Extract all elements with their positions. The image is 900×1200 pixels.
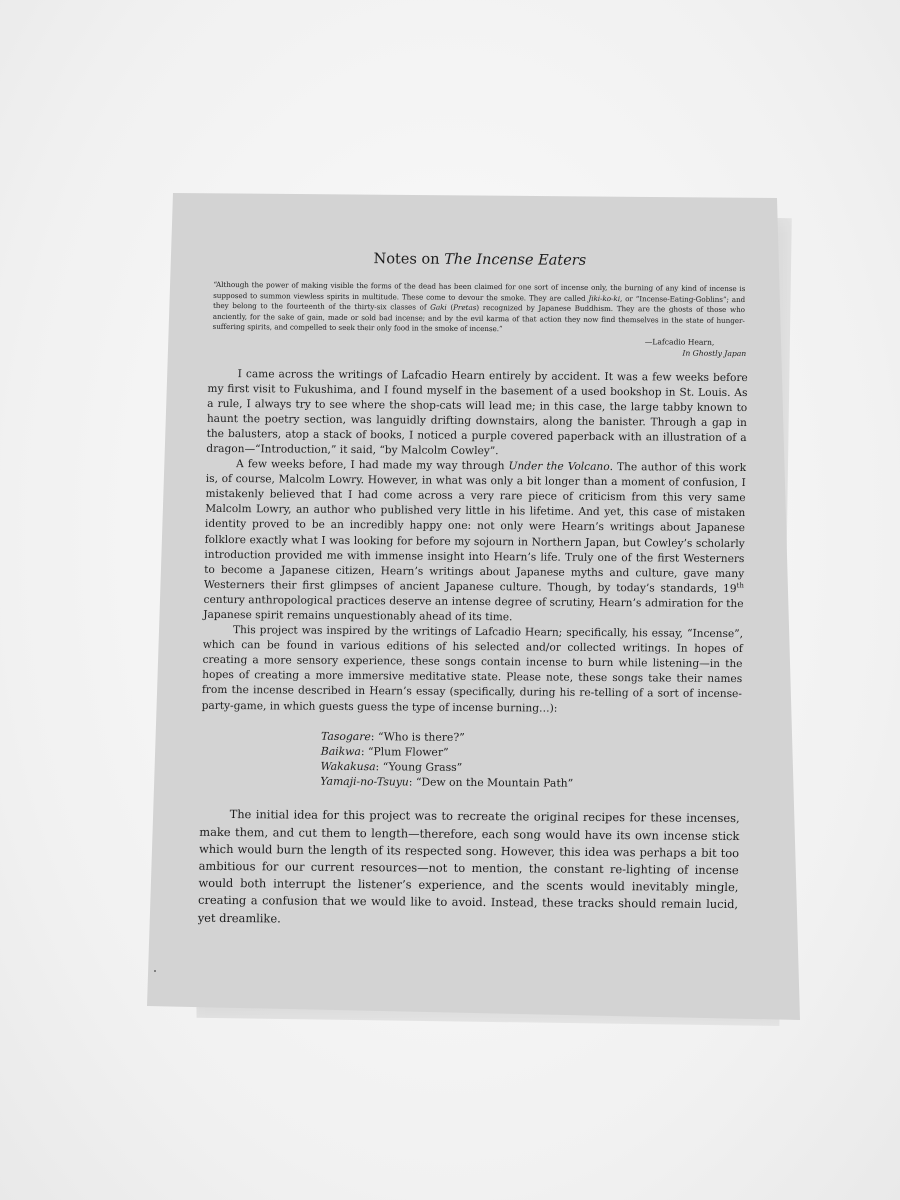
epigraph-quote <box>212 280 745 337</box>
p2-book-title: Under the Volcano <box>508 460 610 474</box>
epigraph-pretas: Pretas <box>453 302 477 312</box>
epigraph-gaki: Gaki <box>430 302 447 312</box>
epigraph-jiki-ko-ki: Jiki-ko-ki <box>588 293 621 303</box>
incense-meaning: : “Plum Flower” <box>360 744 449 759</box>
title-prefix: Notes on <box>373 251 440 268</box>
incense-list <box>320 728 741 792</box>
title-italic: The Incense Eaters <box>444 251 587 269</box>
paragraph-3: This project was inspired by the writings of Lafcadio Hearn; specifically, his essay, “Incense”, which can be found in various editions of his selected and/or collected writings. In hopes of creating a more sensory experience, these songs contain incense to burn while listening—in the hopes of creating a more immersive meditative state. Please note, these songs take their names from the incense described in Hearn’s essay (specifically, during his re-telling of a sort of incense-party-game, in which guests guess the type of incense burning…): <box>201 624 744 715</box>
body-upper <box>202 366 748 717</box>
page-title <box>210 250 750 270</box>
paper-speck <box>154 970 156 972</box>
p2-text-c: century anthropological practices deserve an intense degree of scrutiny, Hearn’s admiration for the Japanese spirit remains unquestionably ahead of its time. <box>203 593 744 624</box>
list-item <box>320 774 740 793</box>
incense-meaning: : “Who is there?” <box>370 729 465 744</box>
paragraph-2 <box>203 457 746 627</box>
epigraph-text-3: ) recognized by Japanese Buddhism. They are the ghosts of those who anciently, for the sake of gain, made or sold bad incense; and by the evil karma of that action they now find themselves in the state of hunger-suffering spirits, and compelled to seek their only food in the smoke of incense.” <box>212 302 746 334</box>
incense-name: Tasogare <box>320 729 371 743</box>
incense-meaning: : “Dew on the Mountain Path” <box>408 775 574 791</box>
incense-name: Baikwa <box>320 744 361 758</box>
incense-name: Wakakusa <box>320 759 376 774</box>
incense-meaning: : “Young Grass” <box>375 760 463 774</box>
paragraph-4: The initial idea for this project was to recreate the original recipes for these incenses, make them, and cut them to length—therefore, each song would have its own incense stick which would burn the length of its respected song. However, this idea was perhaps a bit too ambitious for our current resources—not to mention, the constant re-lighting of incense would both interrupt the listener’s experience, and the scents would inevitably mingle, creating a confusion that we would like to avoid. Instead, these tracks should remain lucid, yet dreamlike. <box>197 807 740 926</box>
p2-superscript: th <box>736 581 744 590</box>
body-lower <box>198 806 740 931</box>
epigraph-text-2: , or “Incense-Eating-Goblins”; and they belong to the fourteenth of the thirty-six classes of <box>212 293 746 312</box>
epigraph-text-1: “Although the power of making visible the forms of the dead has been claimed for one sort of incense only, the burning of any kind of incense is supposed to summon viewless spirits in multitude. These come to devour the smoke. They are called <box>213 279 746 303</box>
epigraph-paren: ( <box>446 302 454 312</box>
paragraph-1: I came across the writings of Lafcadio Hearn entirely by accident. It was a few weeks before my first visit to Fukushima, and I found myself in the basement of a used bookshop in St. Louis. As a rule, I always try to see where the shop-cats will lead me; in this case, the large tabby known to haunt the poetry section, was languidly drifting downstairs, along the banister. Through a gap in the balusters, atop a stack of books, I noticed a purple covered paperback with an illustration of a dragon—“Introduction,” it said, “by Malcolm Cowley”. <box>206 367 748 458</box>
incense-name: Yamaji-no-Tsuyu <box>320 775 409 789</box>
p2-text-b: . The author of this work is, of course, Malcolm Lowry. However, in what was only a bit longer than a moment of confusion, I mistakenly believed that I had come across a very rare piece of criticism from this very same Malcolm Lowry, an author who published very little in his lifetime. And yet, this case of mistaken identity proved to be an incredibly happy one: not only were Hearn’s writings about Japanese folklore exactly what I was looking for before my sojourn in Northern Japan, but Cowley’s scholarly introduction provided me with immense insight into Hearn’s life. Truly one of the first Westerners to become a Japanese citizen, Hearn’s writings about Japanese myths and culture, gave many Westerners their first glimpses of ancient Japanese culture. Though, by today’s standards, 19 <box>203 461 747 595</box>
p2-text-a: A few weeks before, I had made my way through <box>235 458 509 473</box>
epigraph-author: —Lafcadio Hearn, <box>644 336 715 347</box>
document-content <box>198 250 750 931</box>
epigraph-book: In Ghostly Japan <box>682 348 747 358</box>
